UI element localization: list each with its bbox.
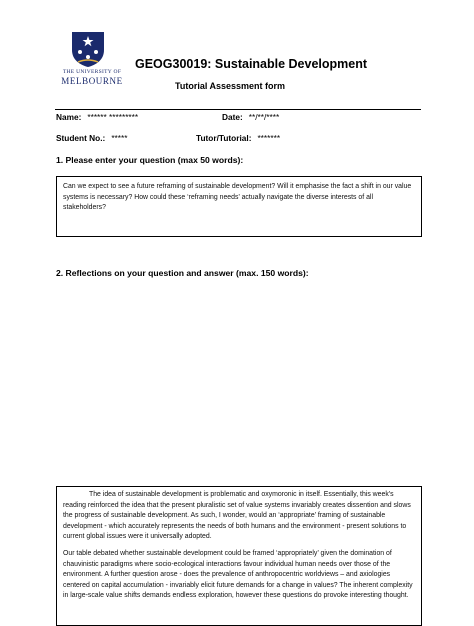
logo-university-text: THE UNIVERSITY OF [62, 69, 122, 75]
form-subtitle: Tutorial Assessment form [175, 81, 286, 91]
tutor-field [196, 133, 280, 143]
question-1-heading: 1. Please enter your question (max 50 words): [56, 155, 244, 165]
header-divider [55, 109, 421, 110]
tutor-value: ******* [257, 133, 281, 143]
reflection-paragraph-2: Our table debated whether sustainable development could be framed ‘appropriately’ given the domination of chauvinistic paradigms where socio-ecological interactions favour individual human needs over those of the environment. A further question arose - does the prevalence of anthropocentric worldviews – and axiologies centered on capital accumulation - invariably elicit future demands for a change in values? The inherent complexity in large-scale value shifts demands endless exploration, however these questions do provoke interesting thought. [63, 549, 413, 600]
name-field [56, 112, 138, 122]
date-label: Date: [222, 112, 243, 122]
reflection-paragraph-1: The idea of sustainable development is problematic and oxymoronic in itself. Essentially, this week’s reading reinforced the idea that the present pluralistic set of value systems invariably creates dissention and slows the progress of sustainable development. As such, I wonder, would an ‘appropriate’ framing of sustainable development - which accurately represents the needs of both humans and the environment - present solutions to current global issues were it universally adopted. [63, 491, 411, 541]
logo-melbourne-text: MELBOURNE [61, 76, 123, 86]
page-title: GEOG30019: Sustainable Development [135, 57, 368, 71]
date-value: **/**/**** [248, 112, 280, 122]
question-2-heading: 2. Reflections on your question and answer (max. 150 words): [56, 268, 309, 278]
university-crest-icon [70, 30, 106, 68]
university-logo [57, 30, 127, 96]
student-no-field [56, 133, 127, 143]
date-field [222, 112, 279, 122]
tutor-label: Tutor/Tutorial: [196, 133, 252, 143]
question-answer-box[interactable] [56, 176, 422, 237]
student-no-label: Student No.: [56, 133, 106, 143]
reflection-box[interactable] [56, 486, 422, 626]
question-answer-text: Can we expect to see a future reframing of sustainable development? Will it emphasise the fact a shift in our value systems is necessary? How could these ‘reframing needs’ actually navigate the diverse interests of all stakeholders? [63, 183, 412, 212]
name-value: ****** ********* [87, 112, 139, 122]
name-label: Name: [56, 112, 82, 122]
student-no-value: ***** [111, 133, 128, 143]
